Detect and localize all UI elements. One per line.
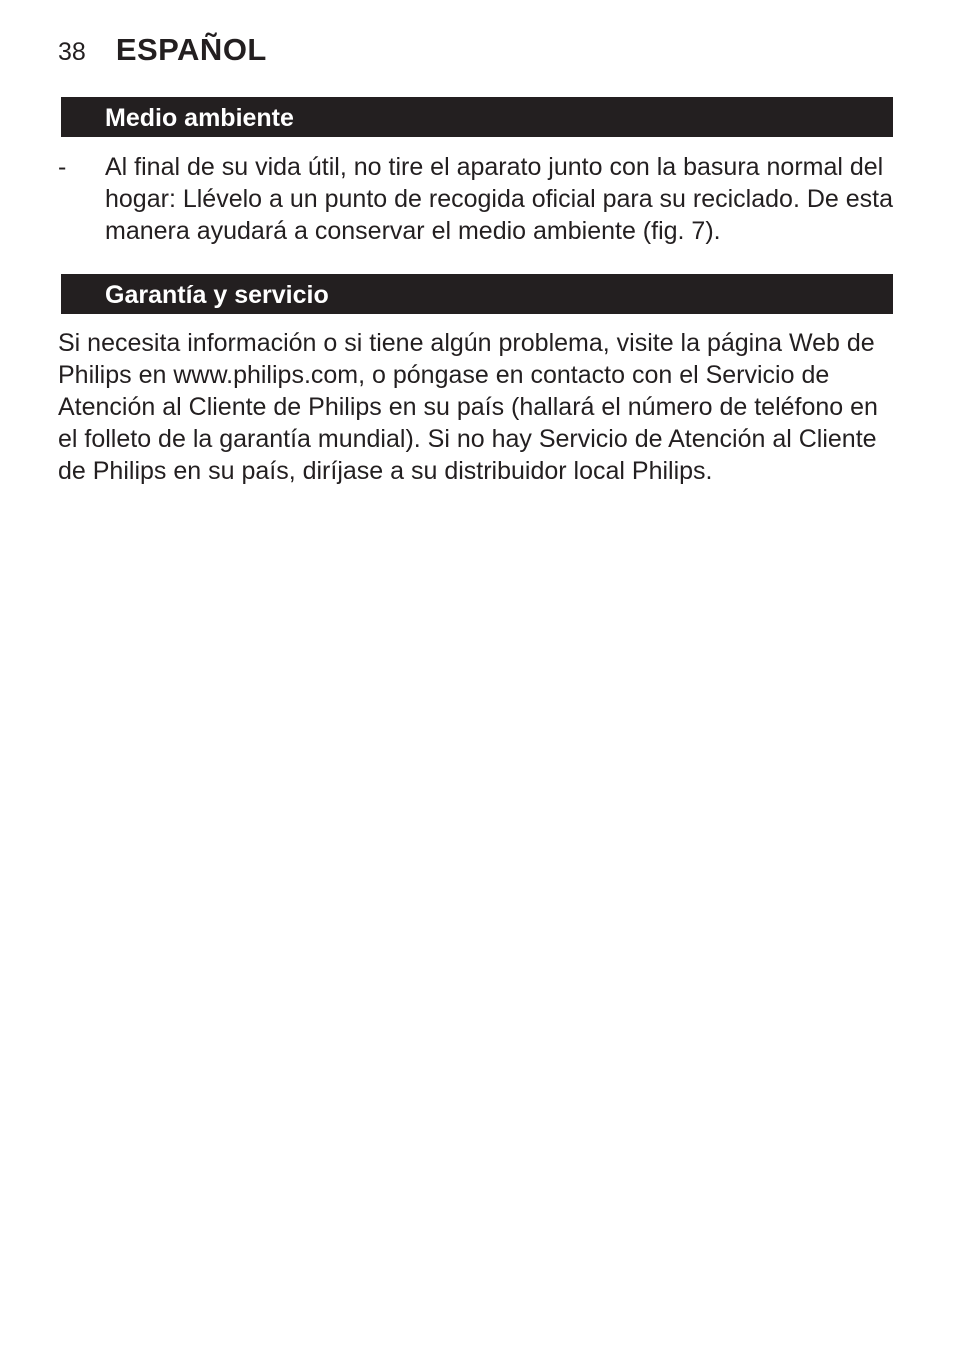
section-heading-medio-ambiente: Medio ambiente [61,97,893,137]
warranty-paragraph: Si necesita información o si tiene algún problema, visite la página Web de Philips en www.philips.com, o póngase en contacto con el Servicio de Atención al Cliente de Philips en su país (hallará el número de teléfono en el folleto de la garantía mundial). Si no hay Servicio de Atención al Cliente de Philips en su país, diríjase a su distribuidor local Philips. [58,329,878,485]
section-heading-garantia-servicio: Garantía y servicio [61,274,893,314]
page-header [58,32,267,68]
page-language-title: ESPAÑOL [115,32,267,67]
page-number: 38 [58,38,86,66]
bullet-dash: - [58,153,67,181]
environment-text: Al final de su vida útil, no tire el aparato junto con la basura normal del hogar: Llévelo a un punto de recogida oficial para su reciclado. De esta manera ayudará a conservar el medio ambiente (fig. 7). [105,153,894,245]
list-item [58,151,903,247]
